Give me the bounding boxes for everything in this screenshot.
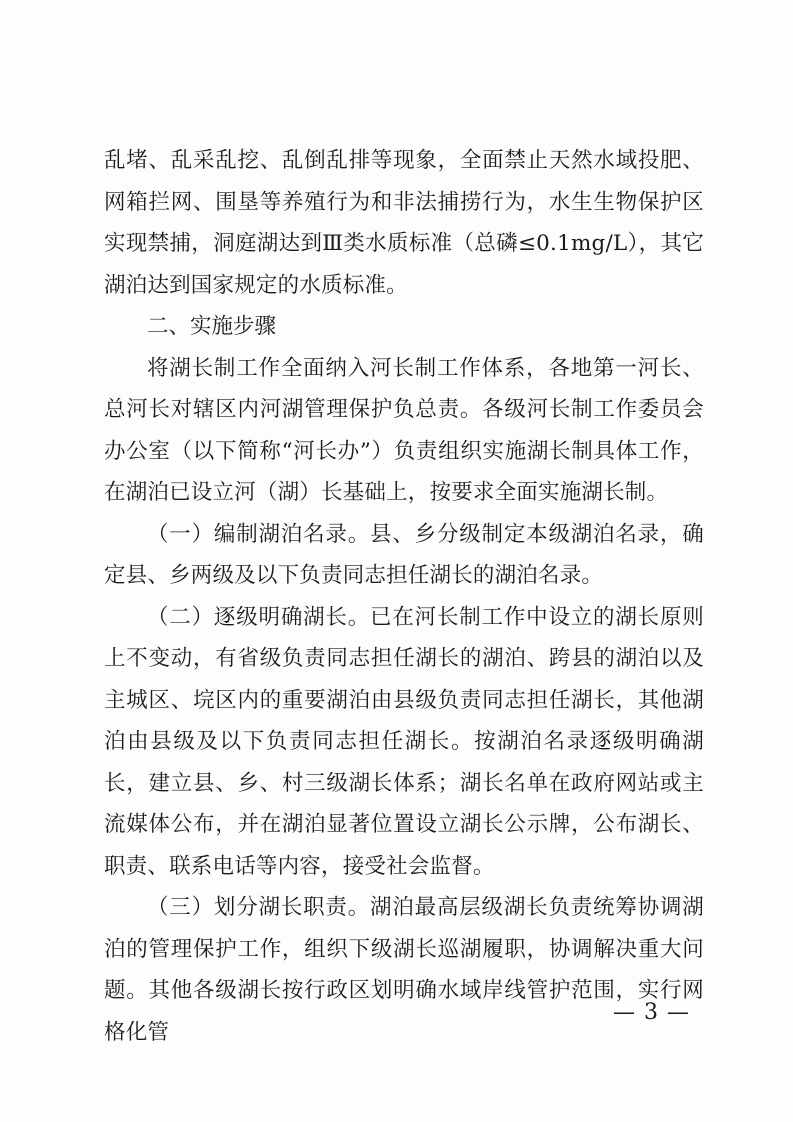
page-number: — 3 —: [613, 1000, 690, 1025]
section-heading-implementation-steps: 二、实施步骤: [147, 314, 277, 339]
item-1-text: 县、乡分级制定本级湖泊名录，确定县、乡两级及以下负责同志担任湖长的湖泊名录。: [104, 521, 704, 588]
paragraph-overview: 将湖长制工作全面纳入河长制工作体系，各地第一河长、总河长对辖区内河湖管理保护负总责。各级河长制工作委员会办公室（以下简称“河长办”）负责组织实施湖长制具体工作，在湖泊已设立河（湖）长基础上，按要求全面实施湖长制。: [104, 355, 704, 505]
item-2-lead: （二）逐级明确湖长。: [147, 604, 371, 630]
paragraph-item-3: [104, 887, 704, 1053]
item-3-text: 湖泊最高层级湖长负责统筹协调湖泊的管理保护工作，组织下级湖长巡湖履职，协调解决重大问题。其他各级湖长按行政区划明确水域岸线管护范围，实行网格化管: [104, 895, 704, 1045]
document-body: [104, 140, 704, 1053]
paragraph-item-1: [104, 514, 704, 597]
item-2-text: 已在河长制工作中设立的湖长原则上不变动，有省级负责同志担任湖长的湖泊、跨县的湖泊以及主城区、垸区内的重要湖泊由县级负责同志担任湖长，其他湖泊由县级及以下负责同志担任湖长。按湖泊名录逐级明确湖长，建立县、乡、村三级湖长体系；湖长名单在政府网站或主流媒体公布，并在湖泊显著位置设立湖长公示牌，公布湖长、职责、联系电话等内容，接受社会监督。: [104, 604, 704, 879]
paragraph-continuation: 乱堵、乱采乱挖、乱倒乱排等现象，全面禁止天然水域投肥、网箱拦网、围垦等养殖行为和非法捕捞行为，水生生物保护区实现禁捕，洞庭湖达到Ⅲ类水质标准（总磷≤0.1mg/L），其它湖泊达到国家规定的水质标准。: [104, 148, 704, 298]
item-3-lead: （三）划分湖长职责。: [147, 895, 371, 920]
paragraph-item-2: [104, 597, 704, 888]
item-1-lead: （一）编制湖泊名录。: [147, 521, 371, 547]
